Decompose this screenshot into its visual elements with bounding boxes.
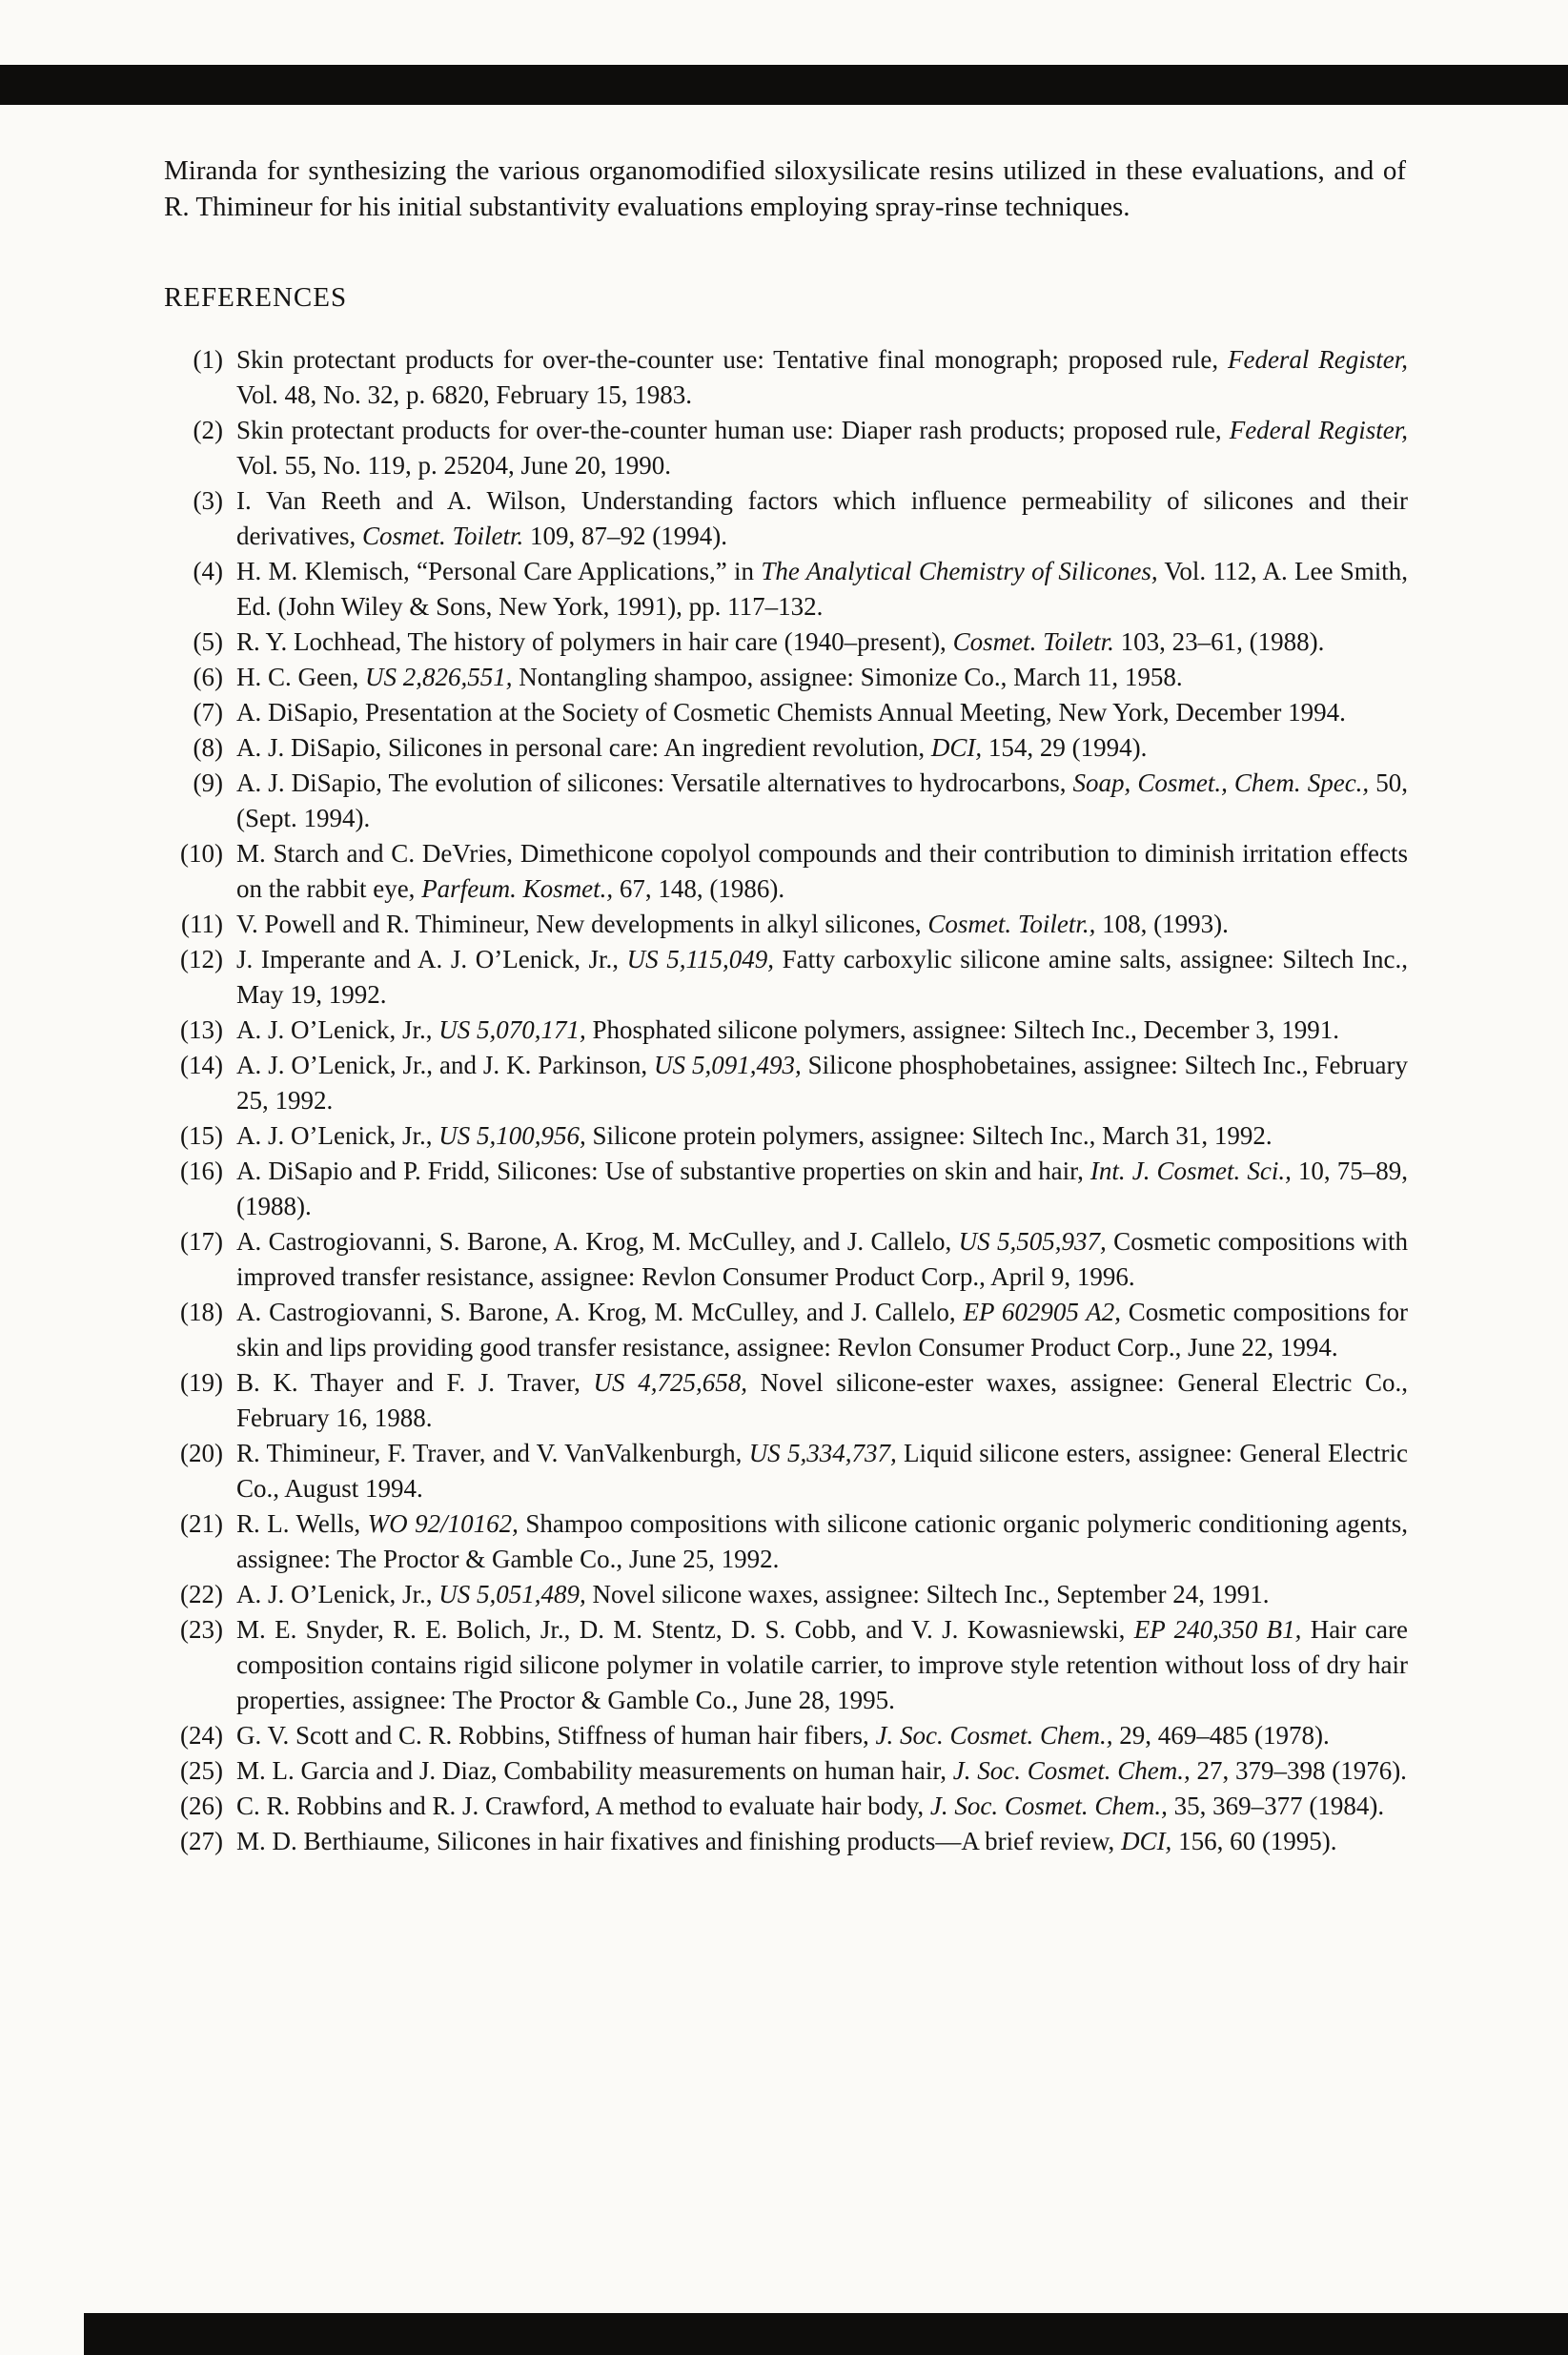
reference-item: [164, 730, 1408, 766]
reference-number: (25): [180, 1756, 223, 1785]
reference-item: [164, 1824, 1408, 1859]
reference-text: A. J. DiSapio, The evolution of silicones: Versatile alternatives to hydrocarbons, Soap, Cosmet., Chem. Spec., 50, (Sept. 1994).: [236, 768, 1408, 832]
reference-text: M. L. Garcia and J. Diaz, Combability measurements on human hair, J. Soc. Cosmet. Chem., 27, 379–398 (1976).: [236, 1756, 1407, 1785]
reference-text: A. DiSapio and P. Fridd, Silicones: Use of substantive properties on skin and hair, Int. J. Cosmet. Sci., 10, 75–89, (1988).: [236, 1157, 1408, 1220]
reference-item: [164, 483, 1408, 554]
reference-text: C. R. Robbins and R. J. Crawford, A method to evaluate hair body, J. Soc. Cosmet. Chem., 35, 369–377 (1984).: [236, 1792, 1385, 1820]
reference-text: J. Imperante and A. J. O’Lenick, Jr., US 5,115,049, Fatty carboxylic silicone amine salts, assignee: Siltech Inc., May 19, 1992.: [236, 945, 1408, 1009]
reference-item: [164, 625, 1408, 660]
reference-number: (3): [193, 486, 223, 515]
reference-text: A. J. O’Lenick, Jr., US 5,051,489, Novel silicone waxes, assignee: Siltech Inc., September 24, 1991.: [236, 1580, 1270, 1608]
references-list: [164, 342, 1408, 1859]
reference-number: (4): [193, 557, 223, 585]
reference-text: G. V. Scott and C. R. Robbins, Stiffness of human hair fibers, J. Soc. Cosmet. Chem., 29, 469–485 (1978).: [236, 1721, 1330, 1750]
reference-number: (19): [180, 1368, 223, 1397]
reference-text: M. D. Berthiaume, Silicones in hair fixatives and finishing products—A brief review, DCI, 156, 60 (1995).: [236, 1827, 1337, 1855]
reference-text: A. J. O’Lenick, Jr., US 5,100,956, Silicone protein polymers, assignee: Siltech Inc., March 31, 1992.: [236, 1121, 1273, 1150]
reference-text: Skin protectant products for over-the-counter human use: Diaper rash products; proposed rule, Federal Register, Vol. 55, No. 119, p. 25204, June 20, 1990.: [236, 416, 1408, 480]
reference-item: [164, 1506, 1408, 1577]
scan-artifact-top-bar: [0, 65, 1568, 105]
reference-text: A. J. O’Lenick, Jr., and J. K. Parkinson, US 5,091,493, Silicone phosphobetaines, assignee: Siltech Inc., February 25, 1992.: [236, 1051, 1408, 1115]
reference-item: [164, 836, 1408, 907]
reference-number: (14): [180, 1051, 223, 1079]
intro-paragraph: Miranda for synthesizing the various organomodified siloxysilicate resins utilized in these evaluations, and of R. Thimineur for his initial substantivity evaluations employing spray-rinse techniques.: [164, 155, 1406, 222]
reference-item: [164, 1048, 1408, 1118]
reference-text: M. E. Snyder, R. E. Bolich, Jr., D. M. Stentz, D. S. Cobb, and V. J. Kowasniewski, EP 240,350 B1, Hair care composition contains rigid silicone polymer in volatile carrier, to improve style retention without loss of dry hair properties, assignee: The Proctor & Gamble Co., June 28, 1995.: [236, 1615, 1408, 1714]
reference-item: [164, 1013, 1408, 1048]
references-heading: REFERENCES: [164, 282, 348, 313]
reference-number: (18): [180, 1298, 223, 1326]
reference-number: (13): [180, 1015, 223, 1044]
reference-item: [164, 1118, 1408, 1154]
reference-text: A. Castrogiovanni, S. Barone, A. Krog, M. McCulley, and J. Callelo, EP 602905 A2, Cosmetic compositions for skin and lips providing good transfer resistance, assignee: Revlon Consumer Product Corp., June 22, 1994.: [236, 1298, 1408, 1362]
reference-text: V. Powell and R. Thimineur, New developments in alkyl silicones, Cosmet. Toiletr., 108, (1993).: [236, 910, 1229, 938]
reference-item: [164, 766, 1408, 836]
reference-text: A. Castrogiovanni, S. Barone, A. Krog, M. McCulley, and J. Callelo, US 5,505,937, Cosmetic compositions with improved transfer resistance, assignee: Revlon Consumer Product Corp., April 9, 1996.: [236, 1227, 1408, 1291]
reference-number: (21): [180, 1509, 223, 1538]
reference-number: (16): [180, 1157, 223, 1185]
reference-item: [164, 907, 1408, 942]
reference-number: (5): [193, 627, 223, 656]
reference-item: [164, 1365, 1408, 1436]
reference-number: (22): [180, 1580, 223, 1608]
reference-item: [164, 554, 1408, 625]
reference-item: [164, 1577, 1408, 1612]
reference-number: (10): [180, 839, 223, 868]
reference-text: R. Thimineur, F. Traver, and V. VanValkenburgh, US 5,334,737, Liquid silicone esters, assignee: General Electric Co., August 1994.: [236, 1439, 1409, 1503]
reference-text: H. M. Klemisch, “Personal Care Applications,” in The Analytical Chemistry of Silicones, Vol. 112, A. Lee Smith, Ed. (John Wiley & Sons, New York, 1991), pp. 117–132.: [236, 557, 1408, 621]
scan-artifact-bottom-bar: [84, 2313, 1568, 2355]
reference-item: [164, 1436, 1408, 1506]
reference-text: H. C. Geen, US 2,826,551, Nontangling shampoo, assignee: Simonize Co., March 11, 1958.: [236, 663, 1183, 691]
reference-number: (24): [180, 1721, 223, 1750]
reference-item: [164, 1295, 1408, 1365]
reference-number: (20): [180, 1439, 223, 1467]
reference-number: (9): [193, 768, 223, 797]
reference-number: (8): [193, 733, 223, 762]
reference-number: (7): [193, 698, 223, 727]
reference-text: A. DiSapio, Presentation at the Society of Cosmetic Chemists Annual Meeting, New York, December 1994.: [236, 698, 1346, 727]
reference-item: [164, 942, 1408, 1013]
reference-number: (2): [193, 416, 223, 444]
reference-number: (15): [180, 1121, 223, 1150]
reference-text: B. K. Thayer and F. J. Traver, US 4,725,658, Novel silicone-ester waxes, assignee: General Electric Co., February 16, 1988.: [236, 1368, 1409, 1432]
reference-number: (1): [193, 345, 223, 374]
reference-item: [164, 1753, 1408, 1789]
reference-number: (23): [180, 1615, 223, 1644]
reference-text: Skin protectant products for over-the-counter use: Tentative final monograph; proposed rule, Federal Register, Vol. 48, No. 32, p. 6820, February 15, 1983.: [236, 345, 1408, 409]
reference-text: M. Starch and C. DeVries, Dimethicone copolyol compounds and their contribution to diminish irritation effects on the rabbit eye, Parfeum. Kosmet., 67, 148, (1986).: [236, 839, 1408, 903]
reference-text: R. Y. Lochhead, The history of polymers in hair care (1940–present), Cosmet. Toiletr. 103, 23–61, (1988).: [236, 627, 1325, 656]
reference-item: [164, 695, 1408, 730]
reference-item: [164, 1789, 1408, 1824]
reference-item: [164, 413, 1408, 483]
reference-text: I. Van Reeth and A. Wilson, Understanding factors which influence permeability of silicones and their derivatives, Cosmet. Toiletr. 109, 87–92 (1994).: [236, 486, 1408, 550]
reference-item: [164, 342, 1408, 413]
reference-number: (12): [180, 945, 223, 973]
reference-item: [164, 1612, 1408, 1718]
reference-item: [164, 660, 1408, 695]
reference-number: (6): [193, 663, 223, 691]
reference-item: [164, 1154, 1408, 1224]
reference-text: A. J. O’Lenick, Jr., US 5,070,171, Phosphated silicone polymers, assignee: Siltech Inc., December 3, 1991.: [236, 1015, 1340, 1044]
reference-text: A. J. DiSapio, Silicones in personal care: An ingredient revolution, DCI, 154, 29 (1994).: [236, 733, 1148, 762]
reference-text: R. L. Wells, WO 92/10162, Shampoo compositions with silicone cationic organic polymeric conditioning agents, assignee: The Proctor & Gamble Co., June 25, 1992.: [236, 1509, 1408, 1573]
reference-number: (17): [180, 1227, 223, 1256]
reference-number: (26): [180, 1792, 223, 1820]
reference-item: [164, 1224, 1408, 1295]
reference-item: [164, 1718, 1408, 1753]
reference-number: (11): [181, 910, 223, 938]
reference-number: (27): [180, 1827, 223, 1855]
